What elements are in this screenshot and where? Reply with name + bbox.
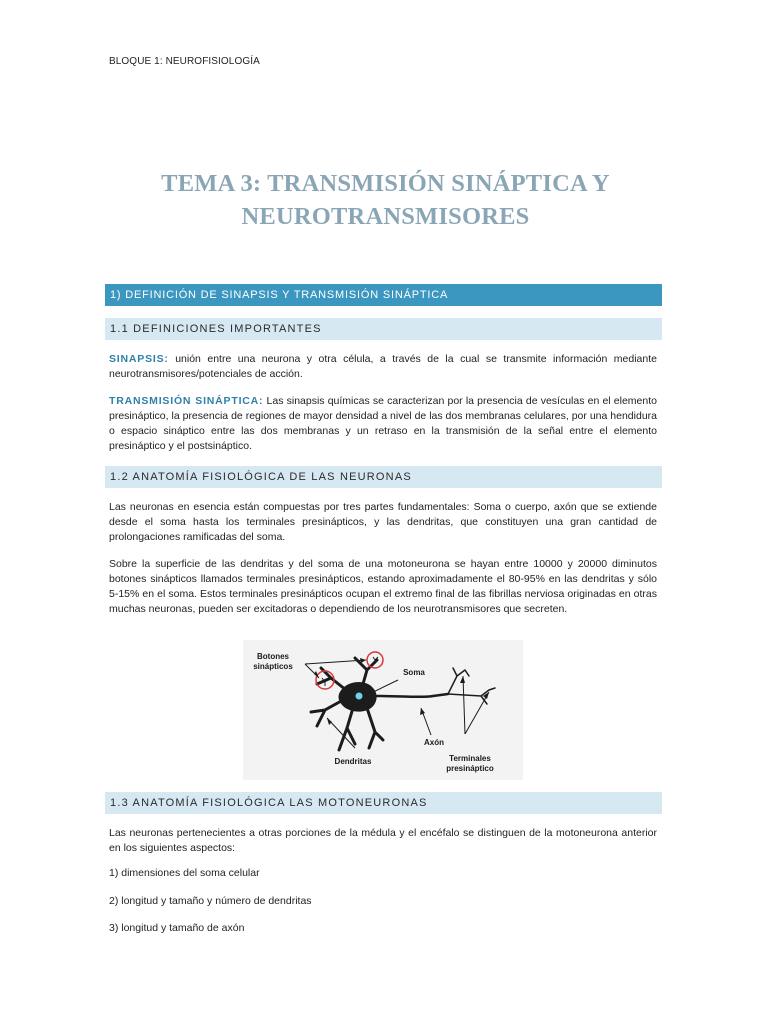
label-dendritas: Dendritas <box>334 757 372 766</box>
term-transmision-sinaptica: TRANSMISIÓN SINÁPTICA: <box>109 395 264 407</box>
label-terminales-line-2: presináptico <box>446 763 494 773</box>
subsection-1-3-heading: 1.3 ANATOMÍA FISIOLÓGICA LAS MOTONEURONAS <box>105 792 662 814</box>
term-sinapsis: SINAPSIS: <box>109 353 169 365</box>
section-1-heading: 1) DEFINICIÓN DE SINAPSIS Y TRANSMISIÓN SINÁPTICA <box>105 284 662 306</box>
list-item-1: 1) dimensiones del soma celular <box>109 867 260 879</box>
neuron-figure <box>243 640 523 780</box>
definition-sinapsis <box>109 352 657 382</box>
label-botones-sinapticos <box>247 652 299 671</box>
label-botones-line-1: Botones <box>257 652 289 661</box>
list-item-3: 3) longitud y tamaño de axón <box>109 922 245 934</box>
definition-transmision <box>109 394 657 454</box>
paragraph-motoneuronas: Las neuronas pertenecientes a otras porciones de la médula y el encéfalo se distinguen de la motoneurona anterior en los siguientes aspectos: <box>109 827 657 854</box>
subsection-1-1-heading: 1.1 DEFINICIONES IMPORTANTES <box>105 318 662 340</box>
definition-sinapsis-text: unión entre una neurona y otra célula, a través de la cual se transmite información mediante neurotransmisores/potenciales de acción. <box>109 353 657 380</box>
label-terminales-presinaptico <box>435 754 505 773</box>
title-line-2: NEUROTRANSMISORES <box>241 203 530 230</box>
definition-transmision-text: Las sinapsis químicas se caracterizan por la presencia de vesículas en el elemento presináptico, la presencia de regiones de mayor densidad a nivel de las dos membranas celulares, por una hendidura o espacio sináptico entre las dos membranas y un retraso en la transmisión de la señal entre el elemento presináptico y el postsináptico. <box>109 395 657 452</box>
subsection-1-2-heading: 1.2 ANATOMÍA FISIOLÓGICA DE LAS NEURONAS <box>105 466 662 488</box>
label-soma: Soma <box>403 668 425 677</box>
label-terminales-line-1: Terminales <box>449 754 491 763</box>
paragraph-neuronas: Las neuronas en esencia están compuestas por tres partes fundamentales: Soma o cuerpo, axón que se extiende desde el soma hasta los terminales presinápticos, y las dendritas, que constituyen una gran cantidad de prolongaciones ramificadas del soma. <box>109 501 657 543</box>
label-axon: Axón <box>424 738 444 747</box>
label-botones-line-2: sinápticos <box>253 661 293 671</box>
running-header: BLOQUE 1: NEUROFISIOLOGÍA <box>109 56 260 67</box>
document-title <box>109 167 662 233</box>
paragraph-botones: Sobre la superficie de las dendritas y del soma de una motoneurona se hayan entre 10000 y 20000 diminutos botones sinápticos llamados terminales presinápticos, estando aproximadamente el 80-95% en las dendritas y sólo 5-15% en el soma. Estos terminales presinápticos ocupan el extremo final de las fibrillas nerviosa originadas en otras muchas neuronas, pueden ser excitadoras o dependiendo de los neurotransmisores que secreten. <box>109 558 657 615</box>
list-item-2: 2) longitud y tamaño y número de dendritas <box>109 895 312 907</box>
title-line-1: TEMA 3: TRANSMISIÓN SINÁPTICA Y <box>161 170 610 197</box>
